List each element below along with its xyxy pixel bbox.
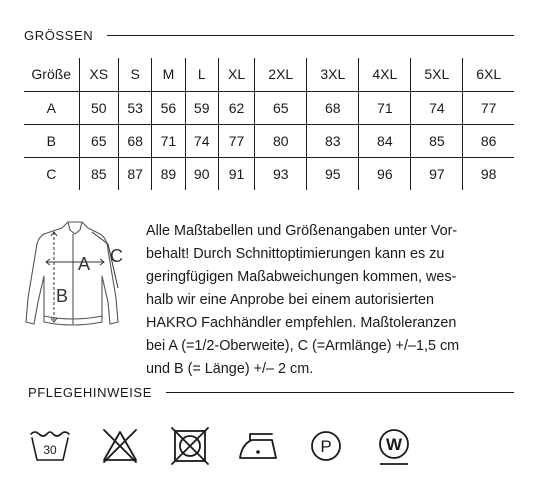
table-cell: 77 [463, 91, 514, 124]
size-disclaimer [146, 220, 518, 381]
wet-clean-letter: W [385, 435, 403, 454]
size-header-cell: S [119, 58, 152, 91]
size-header-cell: 6XL [463, 58, 514, 91]
table-cell: 74 [411, 91, 463, 124]
row-label: B [24, 124, 79, 157]
table-cell: 74 [185, 124, 218, 157]
figure-label-b: B [56, 286, 69, 306]
care-symbols [28, 424, 418, 468]
table-cell: 68 [307, 91, 359, 124]
table-cell: 53 [119, 91, 152, 124]
table-cell: 91 [218, 157, 254, 190]
wash-30-icon [28, 424, 72, 468]
sizes-section-title: GRÖSSEN [24, 28, 94, 43]
table-cell: 93 [255, 157, 307, 190]
table-cell: 80 [255, 124, 307, 157]
table-cell: 71 [359, 91, 411, 124]
dry-clean-letter: P [320, 437, 332, 456]
iron-dot [256, 450, 260, 454]
dry-clean-p-icon [304, 424, 348, 468]
wet-clean-w-icon [372, 424, 416, 468]
table-row [24, 91, 514, 124]
table-cell: 77 [218, 124, 254, 157]
table-cell: 98 [463, 157, 514, 190]
table-cell: 59 [185, 91, 218, 124]
size-header-label: Größe [24, 58, 79, 91]
table-row [24, 124, 514, 157]
table-row [24, 157, 514, 190]
table-cell: 56 [152, 91, 185, 124]
row-label: A [24, 91, 79, 124]
collar-outline [62, 222, 88, 228]
disclaimer-line: geringfügigen Maßabweichungen kommen, wes- [146, 269, 457, 285]
disclaimer-line: halb wir eine Anprobe bei einem autorisierten [146, 292, 434, 308]
care-section-divider [166, 392, 514, 393]
table-cell: 50 [79, 91, 119, 124]
size-table-header-row [24, 58, 514, 91]
table-cell: 85 [79, 157, 119, 190]
size-table [24, 58, 514, 190]
disclaimer-line: HAKRO Fachhändler empfehlen. Maßtoleranzen [146, 315, 457, 331]
table-cell: 84 [359, 124, 411, 157]
no-bleach-icon [98, 424, 142, 468]
size-header-cell: 3XL [307, 58, 359, 91]
table-cell: 83 [307, 124, 359, 157]
size-header-cell: 4XL [359, 58, 411, 91]
size-header-cell: L [185, 58, 218, 91]
table-cell: 65 [255, 91, 307, 124]
care-section-header [28, 385, 514, 400]
table-cell: 90 [185, 157, 218, 190]
table-cell: 71 [152, 124, 185, 157]
size-header-cell: XL [218, 58, 254, 91]
table-cell: 62 [218, 91, 254, 124]
table-cell: 85 [411, 124, 463, 157]
size-header-cell: 5XL [411, 58, 463, 91]
size-header-cell: 2XL [255, 58, 307, 91]
sizes-section-divider [107, 35, 514, 36]
row-label: C [24, 157, 79, 190]
table-cell: 87 [119, 157, 152, 190]
table-cell: 89 [152, 157, 185, 190]
figure-label-a: A [78, 254, 91, 274]
care-section-title: PFLEGEHINWEISE [28, 385, 152, 400]
size-header-cell: M [152, 58, 185, 91]
size-header-cell: XS [79, 58, 119, 91]
disclaimer-line: und B (= Länge) +/– 2 cm. [146, 361, 314, 377]
jacket-measurement-figure [10, 218, 130, 333]
table-cell: 68 [119, 124, 152, 157]
table-cell: 95 [307, 157, 359, 190]
disclaimer-line: Alle Maßtabellen und Größenangaben unter Vor- [146, 223, 458, 239]
sizes-section-header [24, 28, 514, 43]
figure-label-c: C [110, 246, 123, 266]
table-cell: 96 [359, 157, 411, 190]
jacket-outline [26, 228, 118, 325]
table-cell: 65 [79, 124, 119, 157]
table-cell: 97 [411, 157, 463, 190]
disclaimer-line: behalt! Durch Schnittoptimierungen kann es zu [146, 246, 445, 262]
wash-temperature: 30 [43, 443, 57, 457]
table-cell: 86 [463, 124, 514, 157]
disclaimer-line: bei A (=1/2-Oberweite), C (=Armlänge) +/–1,5 cm [146, 338, 460, 354]
no-tumble-dry-icon [168, 424, 212, 468]
collar-fold [68, 222, 82, 234]
iron-low-icon [236, 424, 280, 468]
